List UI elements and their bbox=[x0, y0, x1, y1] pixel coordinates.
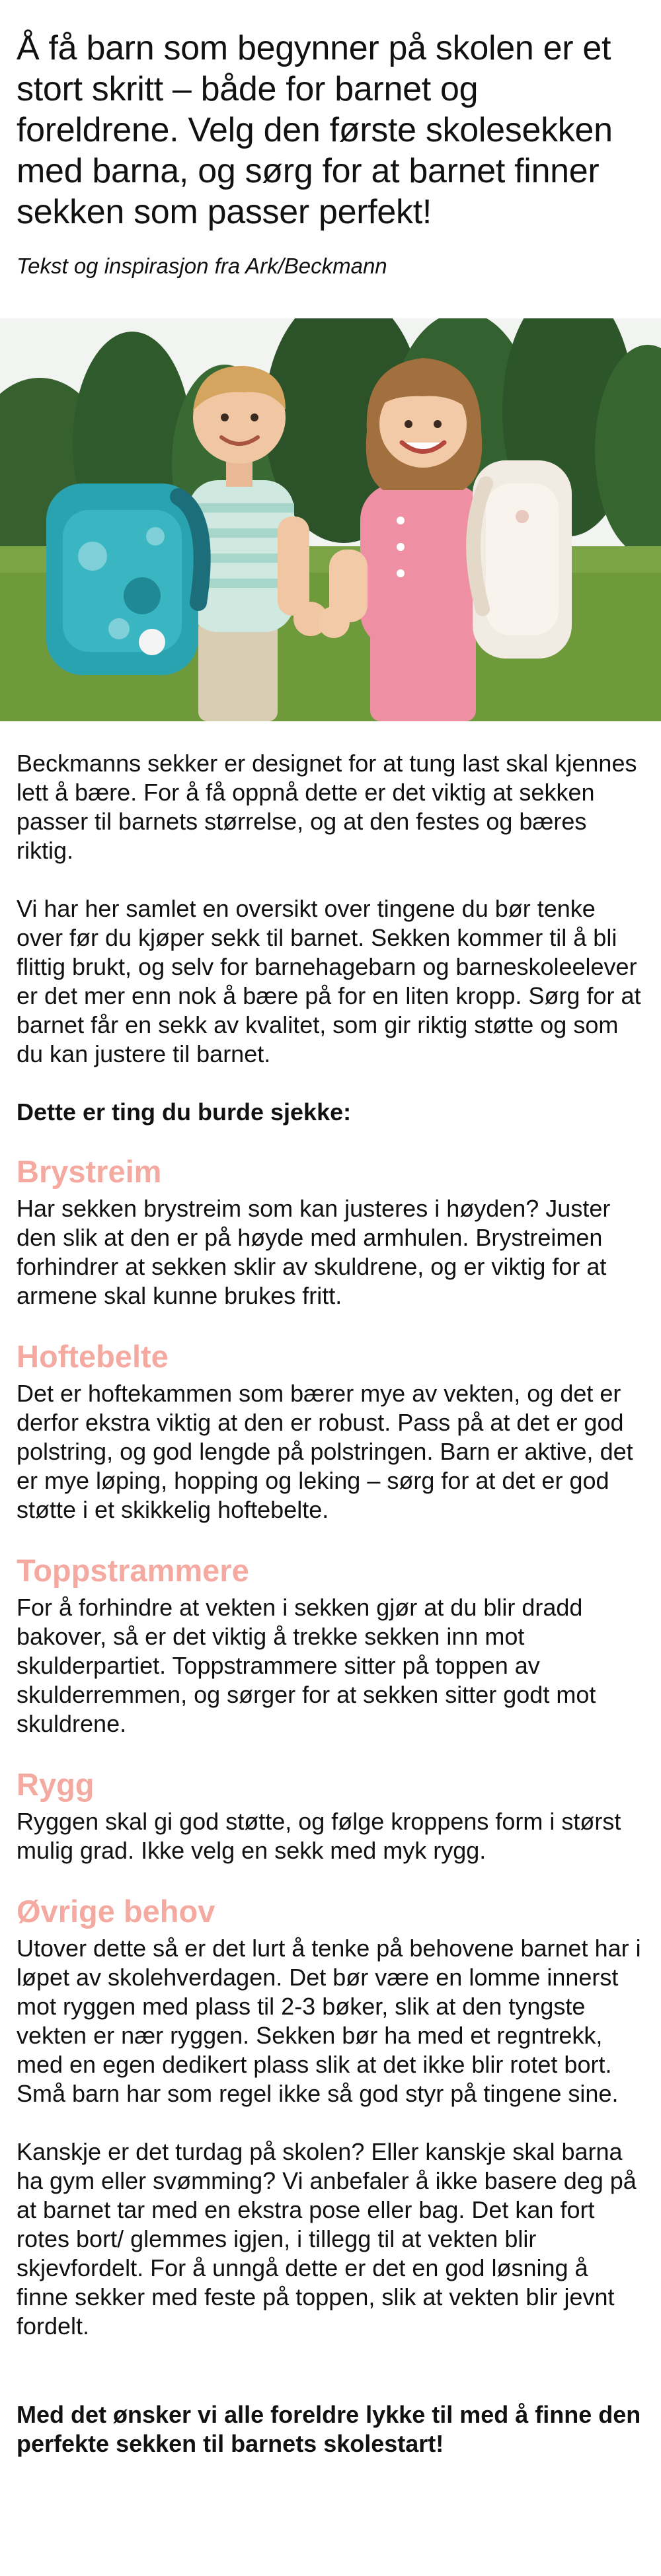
pink-outfit bbox=[360, 483, 486, 649]
checklist-lead: Dette er ting du burde sjekke: bbox=[17, 1098, 352, 1126]
body-paragraph: Beckmanns sekker er designet for at tung last skal kjennes lett å bære. For å få oppnå dette er det viktig at sekken passer til barnets størrelse, og at den festes og bæres riktig. bbox=[17, 750, 637, 864]
hero-photo bbox=[0, 318, 661, 721]
white-backpack bbox=[473, 460, 572, 659]
blue-backpack bbox=[46, 483, 202, 675]
section-text: Utover dette så er det lurt å tenke på behovene barnet har i løpet av skolehverdagen. Det bør være en lomme innerst mot ryggen med plass til 2-3 bøker, slik at den tyngste vekten er nær ryggen. Sekken bør ha med et regntrekk, med en egen dedikert plass slik at det ikke blir rotet bort. Små barn har som regel ikke så god styr på tingene sine. bbox=[17, 1935, 641, 2107]
section-text: Kanskje er det turdag på skolen? Eller kanskje skal barna ha gym eller svømming? Vi anbefaler å ikke basere deg på at barnet tar med en ekstra pose eller bag. Det kan fort rotes bort/ glemmes igjen, i tillegg til at vekten blir skjevfordelt. For å unngå dette er det en god løsning å finne sekker med feste på toppen, slik at vekten blir jevnt fordelt. bbox=[17, 2138, 637, 2340]
section-brystreim bbox=[17, 1153, 644, 1310]
intro-heading: Å få barn som begynner på skolen er et stort skritt – både for barnet og foreldrene. Velg den første skolesekken med barna, og sørg for at barnet finner sekken som passer perfekt! bbox=[17, 29, 613, 231]
article-body bbox=[0, 721, 661, 2458]
hero-illustration bbox=[0, 318, 661, 721]
section-hoftebelte bbox=[17, 1338, 644, 1524]
section-title: Brystreim bbox=[17, 1154, 162, 1189]
section-text: Ryggen skal gi god støtte, og følge kroppens form i størst mulig grad. Ikke velg en sekk med myk rygg. bbox=[17, 1808, 621, 1864]
body-paragraph: Vi har her samlet en oversikt over tingene du bør tenke over før du kjøper sekk til barnet. Sekken kommer til å bli flittig brukt, og selv for barnehagebarn og barneskoleelever er det mer enn nok å bære på for en liten kropp. Sørg for at barnet får en sekk av kvalitet, som gir riktig støtte og som du kan justere til barnet. bbox=[17, 895, 641, 1067]
credit-line: Tekst og inspirasjon fra Ark/Beckmann bbox=[17, 254, 387, 278]
section-text: Det er hoftekammen som bærer mye av vekten, og det er derfor ekstra viktig at den er robust. Pass på at det er god polstring, og god lengde på polstringen. Barn er aktive, det er mye løping, hopping og leking – sørg for at det er god støtte i et skikkelig hoftebelte. bbox=[17, 1380, 633, 1523]
section-title: Toppstrammere bbox=[17, 1553, 249, 1588]
section-rygg bbox=[17, 1766, 644, 1865]
article-intro bbox=[0, 0, 661, 280]
section-title: Hoftebelte bbox=[17, 1339, 169, 1374]
section-text: For å forhindre at vekten i sekken gjør at du blir dradd bakover, så er det viktig å trekke sekken inn mot skulderpartiet. Toppstrammere sitter på toppen av skulderremmen, og sørger for at sekken sitter godt mot skuldrene. bbox=[17, 1594, 596, 1737]
section-title: Øvrige behov bbox=[17, 1894, 215, 1929]
section-title: Rygg bbox=[17, 1767, 95, 1802]
closing-line: Med det ønsker vi alle foreldre lykke til med å finne den perfekte sekken til barnets skolestart! bbox=[17, 2401, 641, 2457]
section-text: Har sekken brystreim som kan justeres i høyden? Juster den slik at den er på høyde med armhulen. Brystreimen forhindrer at sekken sklir av skuldrene, og er viktig for at armene skal kunne brukes fritt. bbox=[17, 1195, 611, 1309]
section-ovrige-behov bbox=[17, 1893, 644, 2341]
section-toppstrammere bbox=[17, 1552, 644, 1738]
